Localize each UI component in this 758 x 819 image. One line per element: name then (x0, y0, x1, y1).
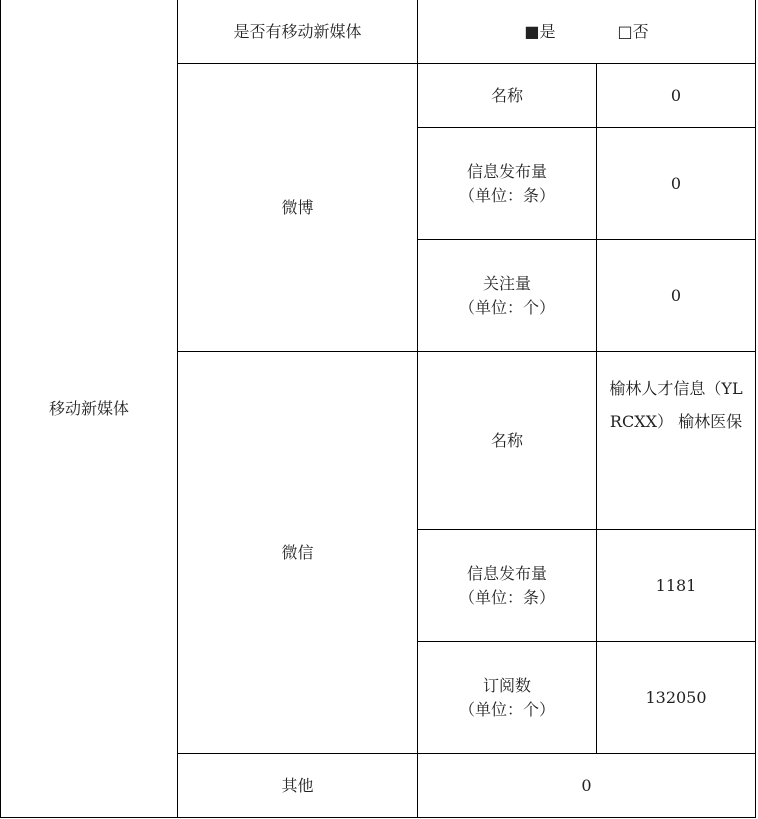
weibo-posts-label: 信息发布量 (466, 161, 547, 181)
weibo-posts-value-cell (597, 128, 756, 240)
weibo-label-cell (178, 64, 418, 352)
weibo-followers-label: 关注量 (482, 273, 531, 293)
weibo-followers-value: 0 (670, 285, 682, 305)
wechat-posts-value-cell (597, 530, 756, 642)
weibo-followers-unit: （单位：个） (458, 297, 555, 317)
wechat-subs-value-cell (597, 642, 756, 754)
other-value: 0 (581, 775, 592, 795)
weibo-posts-value: 0 (670, 173, 682, 193)
wechat-subs-unit: （单位：个） (458, 699, 555, 719)
yes-label: 是 (539, 21, 556, 41)
section-label: 移动新媒体 (48, 398, 129, 418)
weibo-posts-label-cell (418, 128, 597, 240)
wechat-posts-label-cell (418, 530, 597, 642)
wechat-label-cell (178, 352, 418, 754)
has-media-question-cell (178, 0, 418, 64)
has-media-question: 是否有移动新媒体 (233, 21, 362, 41)
wechat-name-value-cell (597, 352, 756, 530)
wechat-subs-label: 订阅数 (482, 675, 531, 695)
wechat-posts-unit: （单位：条） (458, 587, 555, 607)
has-media-row (1, 0, 756, 64)
wechat-name-label: 名称 (490, 430, 523, 450)
weibo-posts-unit: （单位：条） (458, 185, 555, 205)
yes-checkbox[interactable]: ■ (524, 21, 540, 41)
wechat-name-label-cell (418, 352, 597, 530)
weibo-name-label-cell (418, 64, 597, 128)
wechat-subs-label-cell (418, 642, 597, 754)
wechat-posts-value: 1181 (655, 575, 697, 595)
wechat-name-value: 榆林人才信息（YLRCXX） 榆林医保 (609, 379, 743, 431)
has-media-answer-cell (418, 0, 756, 64)
weibo-name-value: 0 (670, 85, 682, 105)
weibo-followers-value-cell (597, 240, 756, 352)
wechat-posts-label: 信息发布量 (466, 563, 547, 583)
weibo-name-value-cell (597, 64, 756, 128)
no-checkbox[interactable]: □ (617, 21, 633, 41)
other-value-cell (418, 754, 756, 818)
wechat-label: 微信 (281, 542, 314, 562)
other-label-cell (178, 754, 418, 818)
other-label: 其他 (281, 775, 314, 795)
weibo-followers-label-cell (418, 240, 597, 352)
no-label: 否 (632, 21, 649, 41)
wechat-subs-value: 132050 (645, 687, 707, 707)
section-label-cell (1, 0, 178, 818)
weibo-name-label: 名称 (490, 85, 523, 105)
weibo-label: 微博 (281, 197, 314, 217)
